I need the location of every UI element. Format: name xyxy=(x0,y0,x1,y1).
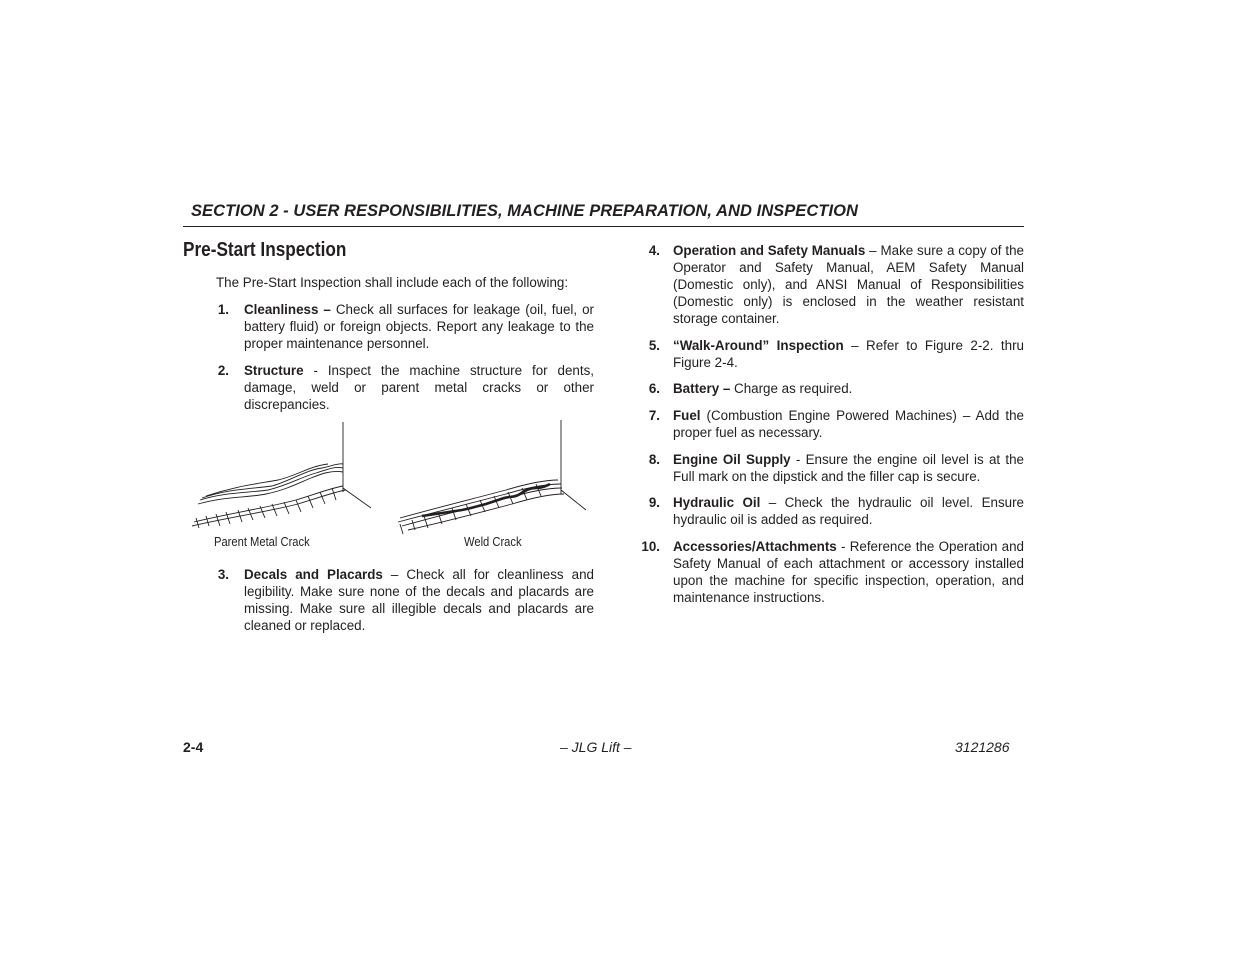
item-number: 1. xyxy=(217,302,229,317)
item-text: - Inspect the machine structure for dents, damage, weld or parent metal cracks or other discrepancies. xyxy=(244,363,594,412)
item-text: – Make sure a copy of the Operator and Safety Manual, AEM Safety Manual (Domestic only), and ANSI Manual of Responsibilities (Domestic only) is enclosed in the weather resistant storage container. xyxy=(673,243,1024,326)
item-body xyxy=(673,451,1024,485)
item-text: – Check all for cleanliness and legibility. Make sure none of the decals and placards are missing. Make sure all illegible decals and placards are cleaned or replaced. xyxy=(244,567,594,633)
item-title: Battery – xyxy=(673,381,731,396)
item-title: Structure xyxy=(244,363,304,378)
item-text: – Check the hydraulic oil level. Ensure hydraulic oil is added as required. xyxy=(673,495,1024,527)
item-text: – Refer to Figure 2-2. thru Figure 2-4. xyxy=(673,338,1024,370)
item-body xyxy=(244,362,594,413)
item-body xyxy=(673,494,1024,528)
footer-brand: – JLG Lift – xyxy=(560,739,632,755)
item-body xyxy=(673,538,1024,606)
item-title: Decals and Placards xyxy=(244,567,383,582)
item-body xyxy=(673,242,1024,327)
header-rule xyxy=(183,226,1024,227)
item-number: 8. xyxy=(648,452,660,467)
item-body xyxy=(673,380,1024,397)
item-body xyxy=(673,407,1024,441)
item-body xyxy=(673,337,1024,371)
crack-illustration xyxy=(186,418,598,554)
item-number: 6. xyxy=(648,381,660,396)
item-title: Operation and Safety Manuals xyxy=(673,243,866,258)
item-number: 10. xyxy=(641,539,660,554)
figure-caption-weld: Weld Crack xyxy=(464,534,522,549)
item-number: 3. xyxy=(217,567,229,582)
item-number: 9. xyxy=(648,495,660,510)
item-number: 4. xyxy=(648,243,660,258)
section-heading: Pre-Start Inspection xyxy=(183,239,347,261)
item-title: Cleanliness – xyxy=(244,302,331,317)
item-number: 5. xyxy=(648,338,660,353)
item-title: Engine Oil Supply xyxy=(673,452,791,467)
figure-caption-parent: Parent Metal Crack xyxy=(214,534,310,549)
item-number: 7. xyxy=(648,408,660,423)
item-title: Fuel xyxy=(673,408,701,423)
item-text: (Combustion Engine Powered Machines) – Add the proper fuel as necessary. xyxy=(673,408,1024,440)
item-text: - Reference the Operation and Safety Manual of each attachment or accessory installed upon the machine for specific inspection, operation, and maintenance instructions. xyxy=(673,539,1024,605)
intro-text: The Pre-Start Inspection shall include each of the following: xyxy=(216,275,569,290)
page-number: 2-4 xyxy=(183,739,204,755)
document-number: 3121286 xyxy=(955,739,1010,755)
item-text: Charge as required. xyxy=(730,381,853,396)
item-title: “Walk-Around” Inspection xyxy=(673,338,844,353)
item-title: Accessories/Attachments xyxy=(673,539,837,554)
item-title: Hydraulic Oil xyxy=(673,495,761,510)
item-body xyxy=(244,301,594,352)
item-text: - Ensure the engine oil level is at the Full mark on the dipstick and the filler cap is secure. xyxy=(673,452,1024,484)
item-number: 2. xyxy=(217,363,229,378)
item-body xyxy=(244,566,594,634)
section-header-title: SECTION 2 - USER RESPONSIBILITIES, MACHINE PREPARATION, AND INSPECTION xyxy=(191,202,858,220)
item-text: Check all surfaces for leakage (oil, fuel, or battery fluid) or foreign objects. Report any leakage to the proper maintenance personnel. xyxy=(244,302,594,351)
